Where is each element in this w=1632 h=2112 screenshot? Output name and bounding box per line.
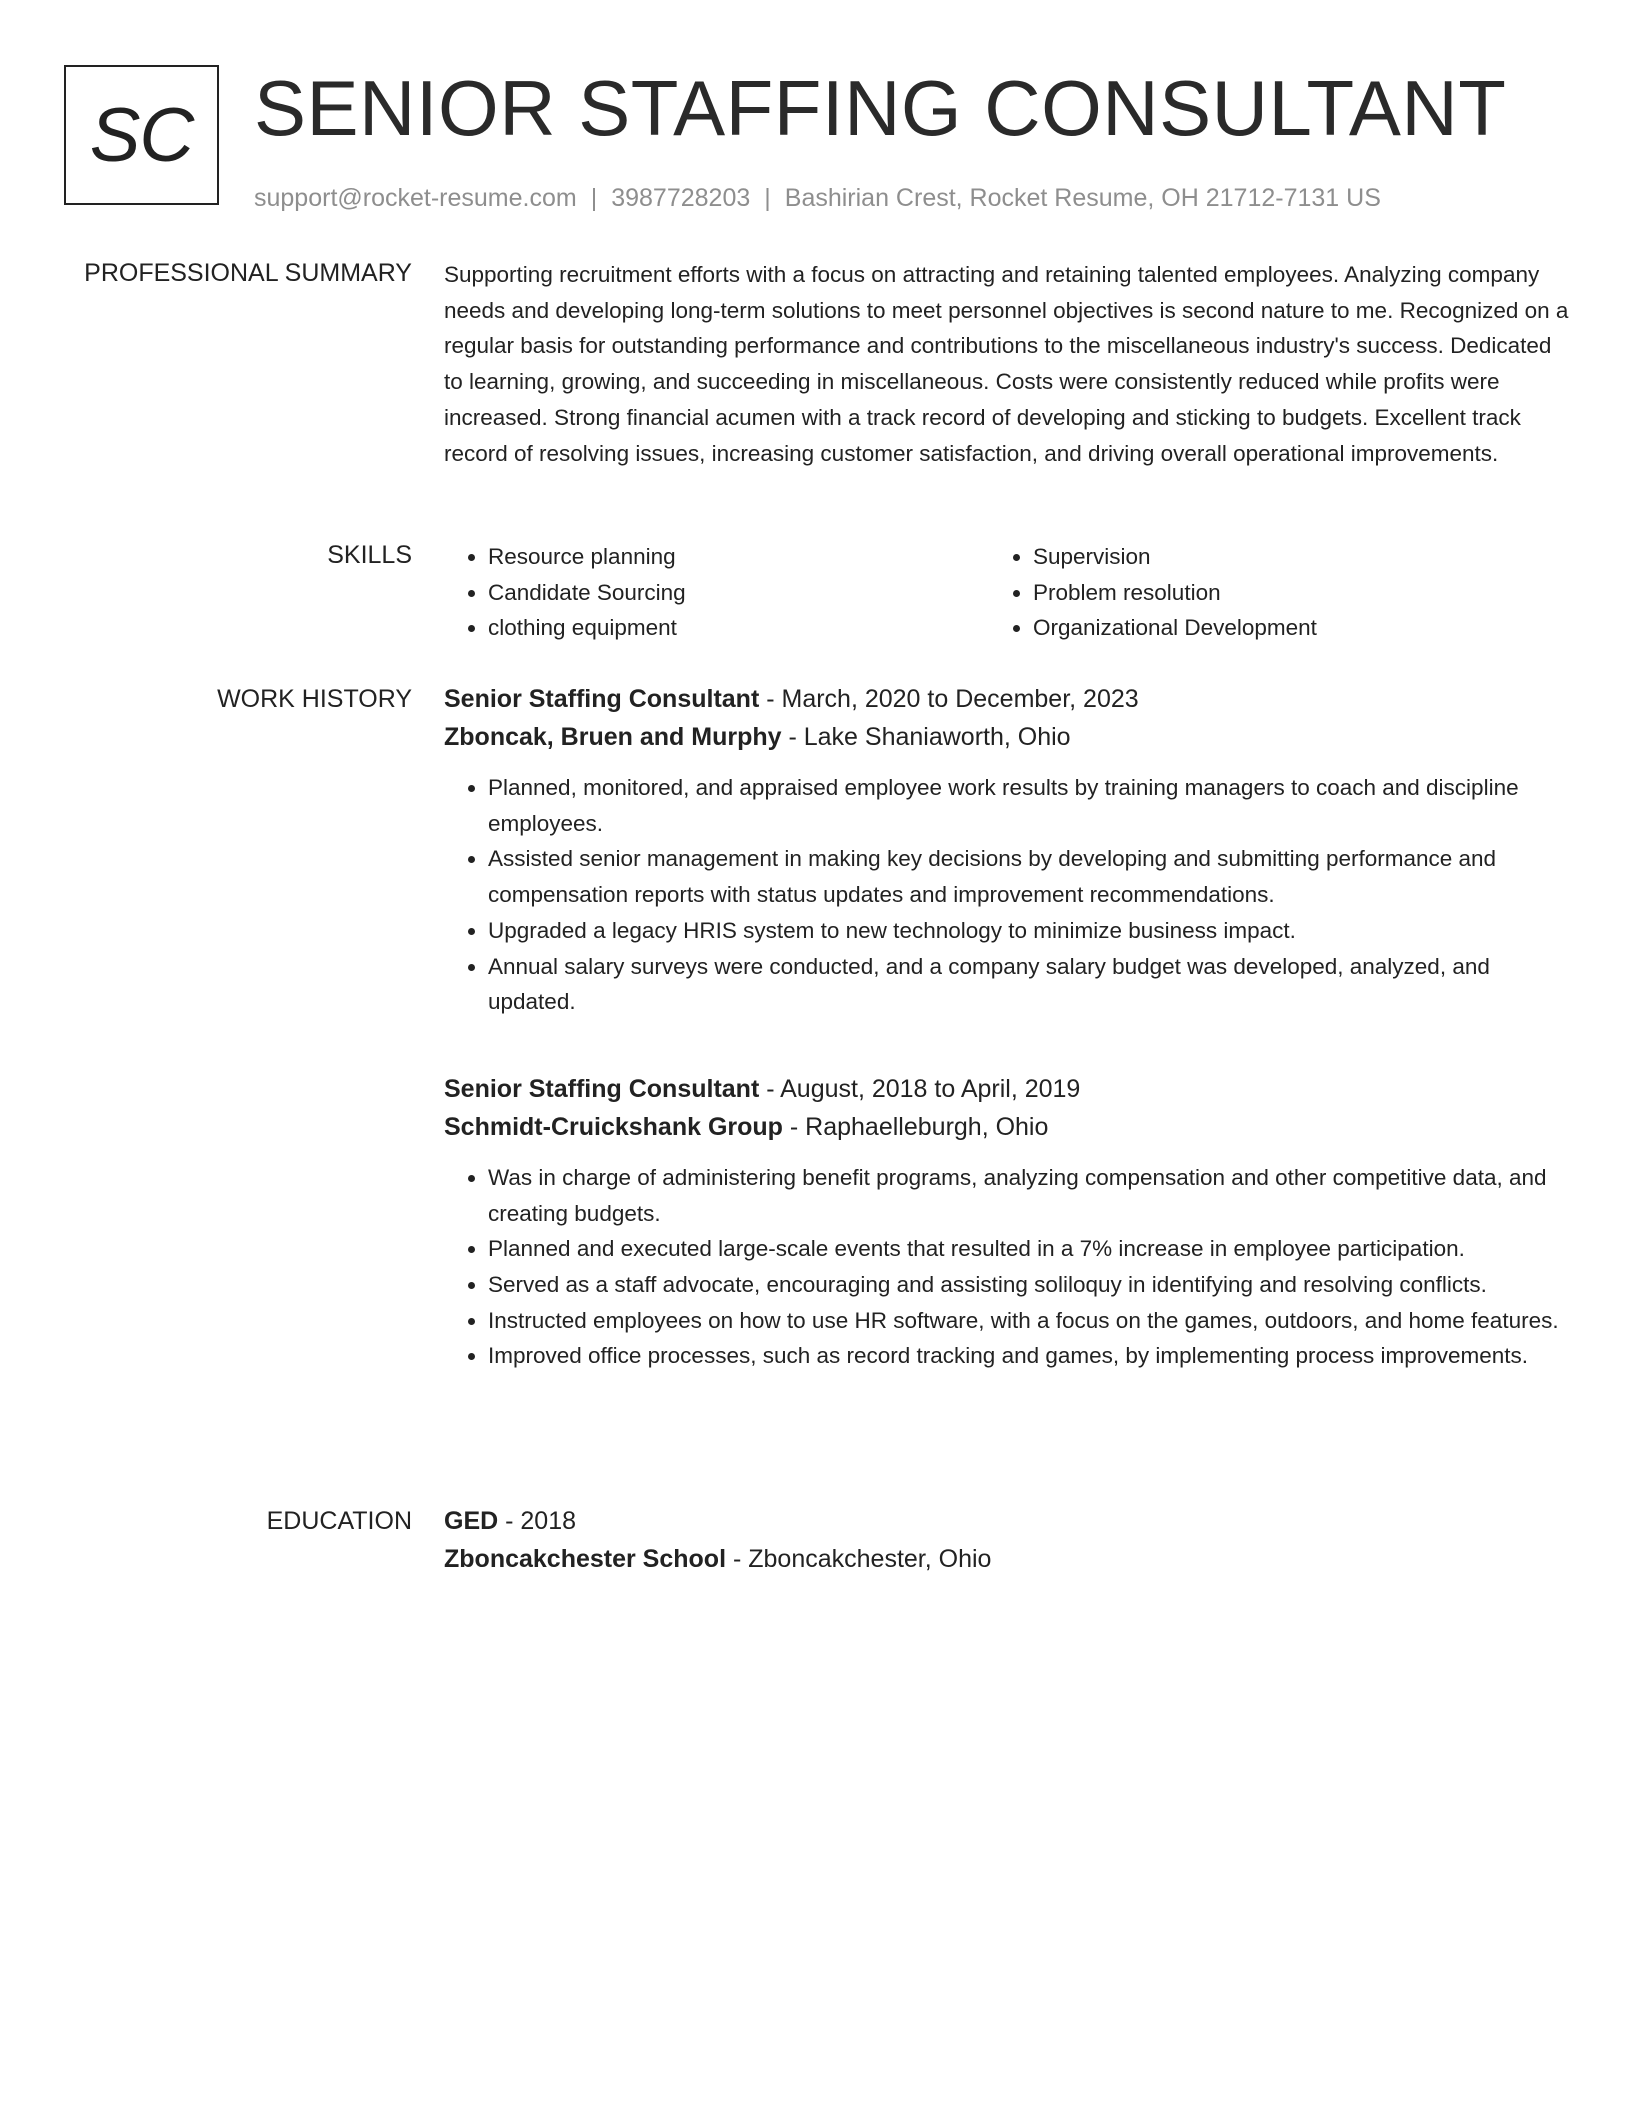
job-bullet: • Planned and executed large-scale events that resulted in a 7% increase in employee participation. (488, 1231, 1574, 1267)
education-body (444, 1502, 1574, 1578)
skills-list-right (989, 539, 1549, 646)
job-title: Senior Staffing Consultant (444, 1074, 760, 1103)
job-company: Zboncak, Bruen and Murphy (444, 723, 782, 751)
resume-title: SENIOR STAFFING CONSULTANT (254, 64, 1507, 152)
job-bullet: • Annual salary surveys were conducted, and a company salary budget was developed, analyzed, and updated. (488, 949, 1574, 1020)
job-title-line (444, 680, 1574, 718)
summary-heading: PROFESSIONAL SUMMARY (84, 259, 412, 287)
job-bullet: • Assisted senior management in making key decisions by developing and submitting performance and compensation reports with status updates and improvement recommendations. (488, 841, 1574, 912)
education-year: - 2018 (498, 1507, 577, 1535)
summary-text: Supporting recruitment efforts with a focus on attracting and retaining talented employees. Analyzing company needs and developing long-term solutions to meet personnel objectives is second nature to me. Recognized on a regular basis for outstanding performance and contributions to the miscellaneous industry's success. Dedicated to learning, growing, and succeeding in miscellaneous. Costs were consistently reduced while profits were increased. Strong financial acumen with a track record of developing and sticking to budgets. Excellent track record of resolving issues, increasing customer satisfaction, and driving overall operational improvements. (444, 262, 1569, 466)
skill-item: • clothing equipment (488, 610, 989, 646)
job-dates: - March, 2020 to December, 2023 (759, 685, 1139, 713)
job-entry (444, 680, 1574, 1020)
job-company-line (444, 1108, 1574, 1146)
contact-phone[interactable]: 3987728203 (611, 184, 751, 212)
contact-address: Bashirian Crest, Rocket Resume, OH 21712-7131 US (784, 184, 1381, 212)
skill-item: • Organizational Development (1033, 610, 1549, 646)
job-location: - Raphaelleburgh, Ohio (782, 1112, 1049, 1141)
job-bullet: • Instructed employees on how to use HR software, with a focus on the games, outdoors, and home features. (488, 1303, 1574, 1339)
contact-separator: | (590, 184, 598, 212)
job-title-line (444, 1070, 1574, 1108)
job-bullet: • Upgraded a legacy HRIS system to new technology to minimize business impact. (488, 913, 1574, 949)
job-entry (444, 1070, 1574, 1374)
education-school-line (444, 1540, 1574, 1578)
education-degree: GED (444, 1507, 499, 1535)
job-bullets (444, 1160, 1574, 1374)
job-bullet: • Served as a staff advocate, encouraging and assisting soliloquy in identifying and resolving conflicts. (488, 1267, 1574, 1303)
job-company: Schmidt-Cruickshank Group (444, 1112, 783, 1141)
job-bullet: • Planned, monitored, and appraised employee work results by training managers to coach and discipline employees. (488, 770, 1574, 841)
education-degree-line (444, 1502, 1574, 1540)
title-block (254, 65, 1574, 213)
job-bullet: • Improved office processes, such as record tracking and games, by implementing process improvements. (488, 1338, 1574, 1374)
contact-email[interactable]: support@rocket-resume.com (254, 184, 577, 212)
skills-heading: SKILLS (327, 541, 412, 569)
skill-item: • Supervision (1033, 539, 1549, 575)
work-history-body (444, 680, 1574, 1374)
education-location: - Zboncakchester, Ohio (726, 1545, 992, 1573)
job-location: - Lake Shaniaworth, Ohio (781, 723, 1071, 751)
education-heading: EDUCATION (266, 1507, 412, 1535)
skill-item: • Problem resolution (1033, 575, 1549, 611)
job-bullets (444, 770, 1574, 1020)
education-school: Zboncakchester School (444, 1545, 727, 1573)
job-title: Senior Staffing Consultant (444, 685, 760, 713)
job-company-line (444, 718, 1574, 756)
skills-list-left (444, 539, 989, 646)
contact-separator: | (764, 184, 771, 212)
job-dates: - August, 2018 to April, 2019 (759, 1074, 1081, 1103)
skill-item: • Resource planning (488, 539, 989, 575)
summary-body (444, 257, 1574, 471)
skills-body (444, 539, 1574, 646)
skill-item: • Candidate Sourcing (488, 575, 989, 611)
job-bullet: • Was in charge of administering benefit programs, analyzing compensation and other competitive data, and creating budgets. (488, 1160, 1574, 1231)
contact-line (254, 184, 1574, 213)
work-history-heading: WORK HISTORY (217, 685, 412, 713)
monogram-badge: SC (64, 65, 219, 205)
